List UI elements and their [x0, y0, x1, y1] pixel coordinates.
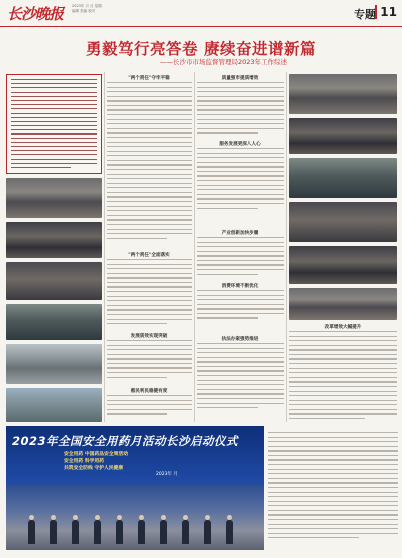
subtitle-col3-6: 改革增效大幅提升: [324, 325, 362, 330]
subtitle-col3-3: 产业创新加快步履: [221, 231, 259, 236]
banner-title: 2023年全国安全用药月活动长沙启动仪式: [12, 434, 239, 448]
photo-site-visit: [289, 158, 397, 198]
photo-group: [289, 202, 397, 242]
article-text-col3b: [197, 148, 284, 218]
subtitle-col2-top: "两个责任"守牢平稳: [128, 76, 170, 81]
stage-person: [116, 520, 123, 544]
column-rule: [286, 72, 287, 422]
photo-inspection: [6, 304, 102, 340]
photo-conference: [6, 222, 102, 258]
subheadline: ——长沙市市场监督管理局2023年工作综述: [160, 58, 288, 66]
article-text-col3c: [197, 237, 284, 281]
photo-signing: [289, 74, 397, 114]
photo-street-check: [6, 388, 102, 422]
article-text-col2d: [107, 395, 192, 423]
banner-sub-2: 安全用药 科学用药: [64, 459, 105, 464]
lead-paragraph-box: [6, 74, 102, 174]
subtitle-col3-5: 执法办案强势推进: [221, 337, 259, 342]
stage-scene: [6, 484, 264, 550]
column-rule: [104, 72, 105, 422]
newspaper-logo: 长沙晚报: [7, 5, 64, 23]
stage-person: [160, 520, 167, 544]
photo-vehicles: [6, 344, 102, 384]
banner-sub-3: 共筑安全防线 守护人民健康: [64, 466, 124, 471]
masthead-meta: [72, 4, 102, 14]
stage-person: [28, 520, 35, 544]
page-number: 11: [375, 5, 397, 19]
stage-person: [204, 520, 211, 544]
headline: 勇毅笃行亮答卷 赓续奋进谱新篇: [86, 40, 316, 58]
subtitle-col3-4: 消费环境不断优化: [221, 284, 259, 289]
stage-person: [226, 520, 233, 544]
photo-crowd: [6, 262, 102, 300]
subtitle-col2-low: 发展质效实现突破: [130, 334, 168, 339]
stage-person: [182, 520, 189, 544]
photo-forum: [289, 246, 397, 284]
photo-workshop: [289, 288, 397, 320]
banner-sub-1: 安全用药 中国药品安全周活动: [64, 452, 129, 457]
article-text-col3d: [197, 290, 284, 326]
subtitle-col2-bottom: 惠民利民稳健有度: [130, 389, 168, 394]
stage-person: [72, 520, 79, 544]
subtitle-col3-2: 服务发展更深入人心: [219, 142, 261, 147]
photo-meeting: [6, 178, 102, 218]
banner-date: 2023年 月: [156, 472, 178, 477]
column-rule: [194, 72, 195, 422]
masthead-date: 2023年 月 日 星期: [72, 4, 102, 8]
masthead-staff: 编辑 美编 校对: [72, 9, 96, 13]
section-title: 专题: [354, 8, 376, 21]
article-text-col2b: [107, 259, 192, 331]
stage-person: [50, 520, 57, 544]
article-text-col4: [268, 432, 398, 550]
photo-hall: [289, 118, 397, 154]
article-text-col4-top: [289, 331, 397, 427]
masthead: [0, 0, 402, 27]
subtitle-col3-top: 质量强市提质增效: [221, 76, 259, 81]
article-text-col2a: [107, 82, 192, 250]
stage-person: [138, 520, 145, 544]
event-banner-photo: [6, 426, 264, 550]
article-text-col3a: [197, 82, 284, 140]
article-text-col3e: [197, 343, 284, 421]
stage-person: [94, 520, 101, 544]
article-text-col2c: [107, 340, 192, 386]
subtitle-col2-mid: "两个责任"全面落实: [128, 253, 170, 258]
